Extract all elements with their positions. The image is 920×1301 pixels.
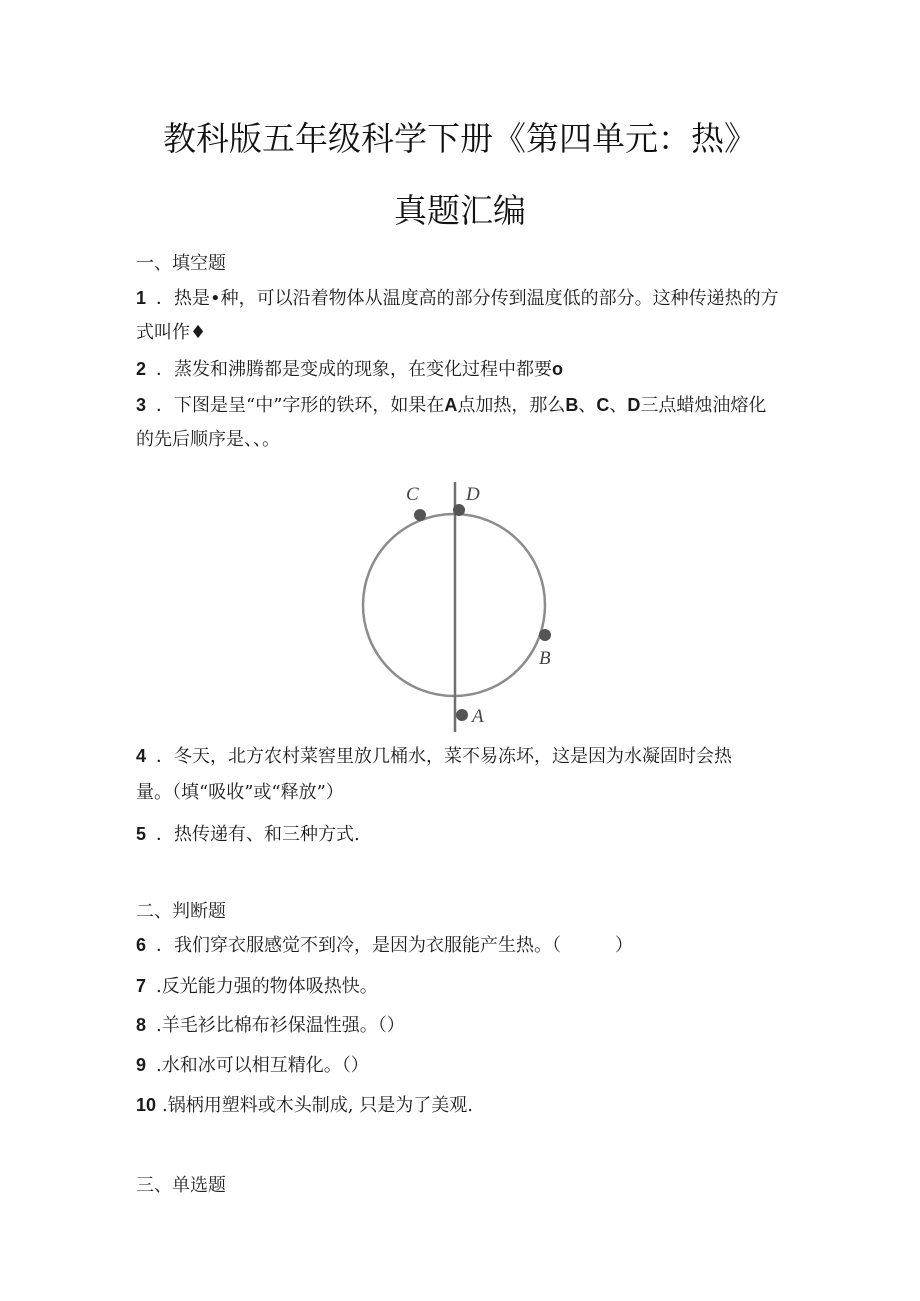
- question-text: ．蒸发和沸腾都是变成的现象，在变化过程中都要: [156, 359, 552, 380]
- question-text: 的先后顺序是、、。: [136, 429, 280, 450]
- question-text: .锅柄用塑料或木头制成, 只是为了美观.: [162, 1095, 473, 1116]
- document-title-line1: 教科版五年级科学下册《第四单元：热》: [163, 119, 757, 158]
- point-b-label: B: [565, 395, 579, 415]
- question-9: [136, 1055, 369, 1076]
- question-text: 点加热，那么: [457, 395, 566, 416]
- question-text: .反光能力强的物体吸热快。: [156, 976, 378, 997]
- separator: 、: [609, 395, 628, 416]
- separator: 、: [578, 395, 597, 416]
- question-text: ．下图是呈“中”字形的铁环，如果在: [156, 395, 445, 416]
- question-text: ．热是•种，可以沿着物体从温度高的部分传到温度低的部分。这种传递热的方: [156, 288, 779, 309]
- question-number: 5: [136, 824, 147, 844]
- label-b: B: [539, 648, 551, 669]
- iron-ring-figure: [358, 478, 558, 738]
- diamond-mark: ♦: [190, 322, 207, 343]
- question-text: .羊毛衫比棉布衫保温性强。（）: [156, 1015, 405, 1036]
- document-title-line2: 真题汇编: [394, 191, 526, 230]
- section-single-choice: 三、单选题: [136, 1175, 226, 1196]
- point-d-dot: [453, 504, 465, 516]
- question-number: 2: [136, 359, 147, 379]
- question-text: 式叫作: [136, 322, 190, 343]
- question-number: 1: [136, 288, 147, 308]
- question-text: ．冬天，北方农村菜窖里放几桶水，菜不易冻坏，这是因为水凝固时会热: [156, 746, 732, 767]
- question-3: [136, 395, 766, 416]
- section-fill-in-blank: 一、填空题: [136, 253, 226, 274]
- question-5: [136, 824, 360, 845]
- point-a-dot: [456, 709, 468, 721]
- question-number: 6: [136, 935, 147, 955]
- question-tail: o: [552, 359, 563, 379]
- question-number: 8: [136, 1015, 147, 1035]
- question-10: [136, 1095, 473, 1116]
- question-6: [136, 935, 633, 956]
- section-true-false: 二、判断题: [136, 901, 226, 922]
- question-2: [136, 359, 563, 380]
- question-4: [136, 746, 732, 767]
- question-1-continued: [136, 323, 206, 343]
- label-c: C: [406, 484, 419, 505]
- question-text: 量。（填“吸收”或“释放”）: [136, 782, 344, 803]
- point-c-label: C: [596, 395, 610, 415]
- question-number: 4: [136, 746, 147, 766]
- question-text: 三点蜡烛油熔化: [640, 395, 767, 416]
- point-b-dot: [539, 629, 551, 641]
- question-8: [136, 1015, 405, 1036]
- question-text: ．热传递有、和三种方式.: [156, 824, 360, 845]
- point-d-label: D: [627, 395, 641, 415]
- question-text: .水和冰可以相互精化。（）: [156, 1055, 369, 1076]
- label-d: D: [466, 484, 480, 505]
- question-number: 3: [136, 395, 147, 415]
- point-a-label: A: [444, 395, 458, 415]
- label-a: A: [472, 706, 484, 727]
- question-number: 7: [136, 976, 147, 996]
- question-3-continued: [136, 430, 280, 450]
- question-text: ．我们穿衣服感觉不到冷，是因为衣服能产生热。（ ）: [156, 935, 633, 956]
- question-1: [136, 288, 779, 309]
- figure-background: [358, 478, 558, 738]
- point-c-dot: [414, 509, 426, 521]
- question-7: [136, 976, 378, 997]
- question-number: 9: [136, 1055, 147, 1075]
- question-number: 10: [136, 1095, 157, 1115]
- question-4-continued: [136, 783, 344, 803]
